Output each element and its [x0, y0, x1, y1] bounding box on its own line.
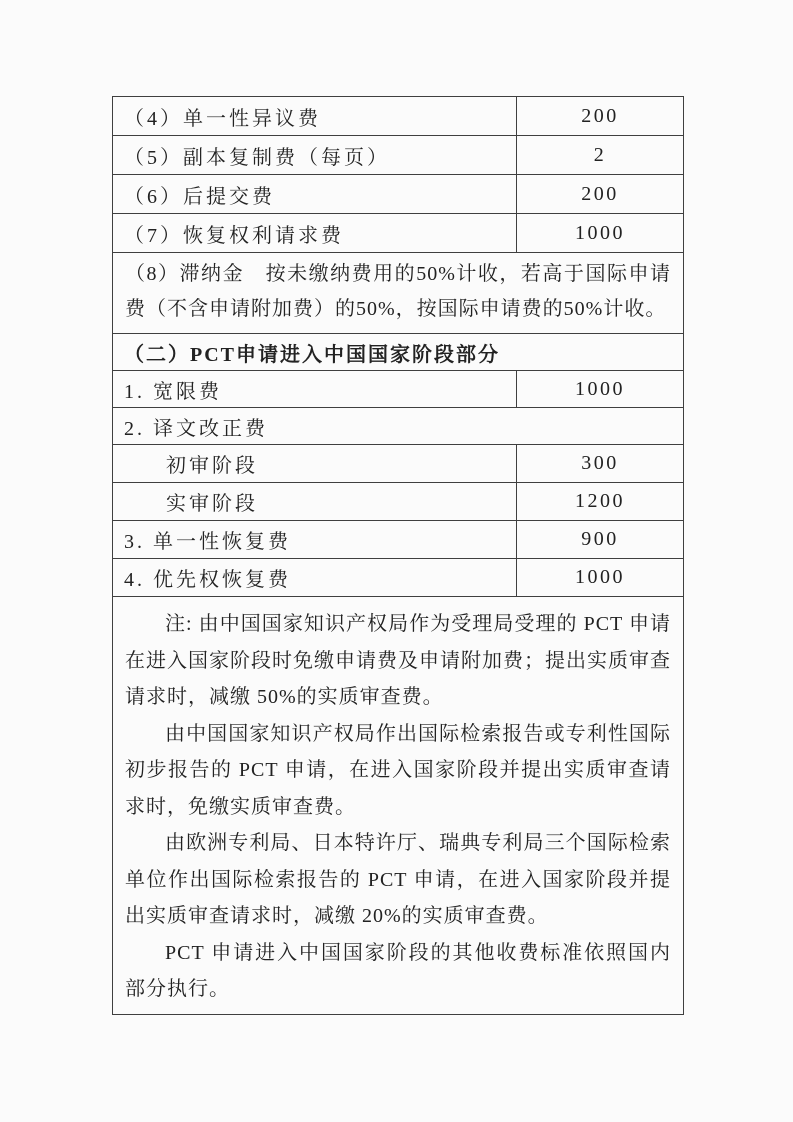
fee-table	[112, 96, 684, 1015]
fee-label: 初审阶段	[113, 445, 517, 483]
table-row	[113, 445, 684, 483]
table-row	[113, 214, 684, 253]
section-header: （二）PCT申请进入中国国家阶段部分	[113, 334, 684, 371]
table-row	[113, 334, 684, 371]
note-paragraph: 由中国国家知识产权局作出国际检索报告或专利性国际初步报告的 PCT 申请，在进入国家阶段并提出实质审查请求时，免缴实质审查费。	[125, 722, 671, 818]
table-row	[113, 597, 684, 1015]
fee-label: 实审阶段	[113, 483, 517, 521]
table-row	[113, 483, 684, 521]
fee-amount: 1000	[517, 559, 684, 597]
note-paragraph: PCT 申请进入中国国家阶段的其他收费标准依照国内部分执行。	[125, 941, 671, 1000]
fee-label: （7）恢复权利请求费	[113, 214, 517, 253]
note-paragraph: 注: 由中国国家知识产权局作为受理局受理的 PCT 申请在进入国家阶段时免缴申请费及申请附加费；提出实质审查请求时，减缴 50%的实质审查费。	[125, 613, 671, 708]
fee-label: （6）后提交费	[113, 175, 517, 214]
fee-amount: 1200	[517, 483, 684, 521]
notes-block	[113, 597, 684, 1015]
fee-amount: 900	[517, 521, 684, 559]
fee-label: 3. 单一性恢复费	[113, 521, 517, 559]
fee-amount: 200	[517, 97, 684, 136]
fee-amount: 200	[517, 175, 684, 214]
note-paragraph: 由欧洲专利局、日本特许厅、瑞典专利局三个国际检索单位作出国际检索报告的 PCT 申请，在进入国家阶段并提出实质审查请求时，减缴 20%的实质审查费。	[125, 832, 671, 927]
table-row	[113, 521, 684, 559]
fee-label: （5）副本复制费（每页）	[113, 136, 517, 175]
table-row	[113, 136, 684, 175]
table-row	[113, 97, 684, 136]
fee-label: （4）单一性异议费	[113, 97, 517, 136]
table-row	[113, 371, 684, 408]
late-fee-text: （8）滞纳金 按未缴纳费用的50%计收，若高于国际申请费（不含申请附加费）的50%，按国际申请费的50%计收。	[113, 253, 684, 334]
fee-label: 1. 宽限费	[113, 371, 517, 408]
table-row	[113, 175, 684, 214]
fee-amount: 1000	[517, 371, 684, 408]
table-row	[113, 408, 684, 445]
fee-label: 4. 优先权恢复费	[113, 559, 517, 597]
fee-amount: 2	[517, 136, 684, 175]
fee-amount: 1000	[517, 214, 684, 253]
fee-amount: 300	[517, 445, 684, 483]
table-row	[113, 559, 684, 597]
fee-label: 2. 译文改正费	[113, 408, 684, 445]
table-row	[113, 253, 684, 334]
